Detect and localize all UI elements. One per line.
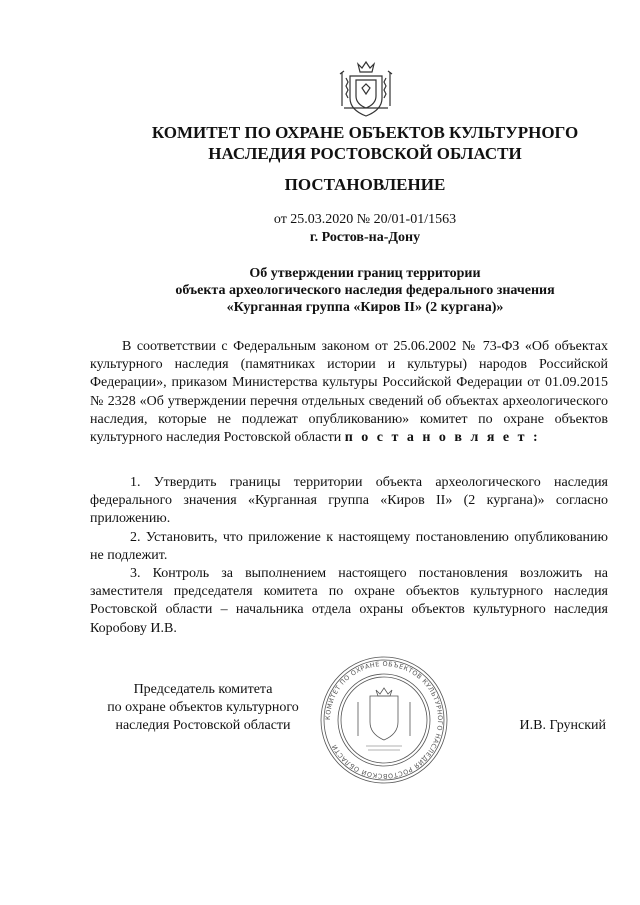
decision-word: п о с т а н о в л я е т :: [344, 430, 541, 446]
document-type: ПОСТАНОВЛЕНИЕ: [284, 175, 446, 194]
signatory-position: [88, 681, 318, 735]
official-seal-icon: [318, 654, 450, 786]
committee-title-line2: НАСЛЕДИЯ РОСТОВСКОЙ ОБЛАСТИ: [208, 144, 522, 163]
signatory-name: И.В. Грунский: [519, 718, 606, 733]
subject-line2: объекта археологического наследия федерального значения: [175, 283, 555, 298]
position-line2: по охране объектов культурного: [107, 700, 299, 715]
preamble-text: В соответствии с Федеральным законом от 25.06.2002 № 73-ФЗ «Об объектах культурного наследия (памятниках истории и культуры) народов Российской Федерации», приказом Министерства культуры Российской Федерации от 01.09.2015 № 2328 «Об утверждении перечня отдельных сведений об объектах археологического наследия, которые не подлежат опубликованию» комитет по охране объектов культурного наследия Ростовской области: [90, 339, 608, 446]
document-city: г. Ростов-на-Дону: [309, 230, 421, 245]
committee-title: [0, 122, 640, 164]
subject-line3: «Курганная группа «Киров II» (2 кургана)»: [226, 300, 504, 315]
committee-title-line1: КОМИТЕТ ПО ОХРАНЕ ОБЪЕКТОВ КУЛЬТУРНОГО: [151, 123, 579, 142]
coat-of-arms-icon: [334, 58, 398, 122]
resolution-items: [90, 474, 608, 638]
document-date-number: от 25.03.2020 № 20/01-01/1563: [273, 212, 457, 227]
resolution-item: 1. Утвердить границы территории объекта археологического наследия федерального значения «Курганная группа «Киров II» (2 кургана)» согласно приложению.: [90, 475, 608, 527]
subject-line1: Об утверждении границ территории: [249, 266, 481, 281]
position-line3: наследия Ростовской области: [115, 718, 291, 733]
preamble-paragraph: [90, 338, 608, 447]
document-subject: [0, 265, 640, 316]
resolution-item: 2. Установить, что приложение к настоящему постановлению опубликованию не подлежит.: [90, 529, 608, 563]
svg-text:КОМИТЕТ ПО ОХРАНЕ ОБЪЕКТОВ КУЛ: [324, 660, 444, 780]
seal-ring-text: КОМИТЕТ ПО ОХРАНЕ ОБЪЕКТОВ КУЛЬТУРНОГО НАСЛЕДИЯ РОСТОВСКОЙ ОБЛАСТИ: [323, 659, 445, 781]
resolution-item: 3. Контроль за выполнением настоящего постановления возложить на заместителя председателя комитета по охране объектов культурного наследия Ростовской области – начальника отдела охраны объектов культурного наследия Коробову И.В.: [90, 566, 608, 636]
position-line1: Председатель комитета: [133, 682, 273, 697]
